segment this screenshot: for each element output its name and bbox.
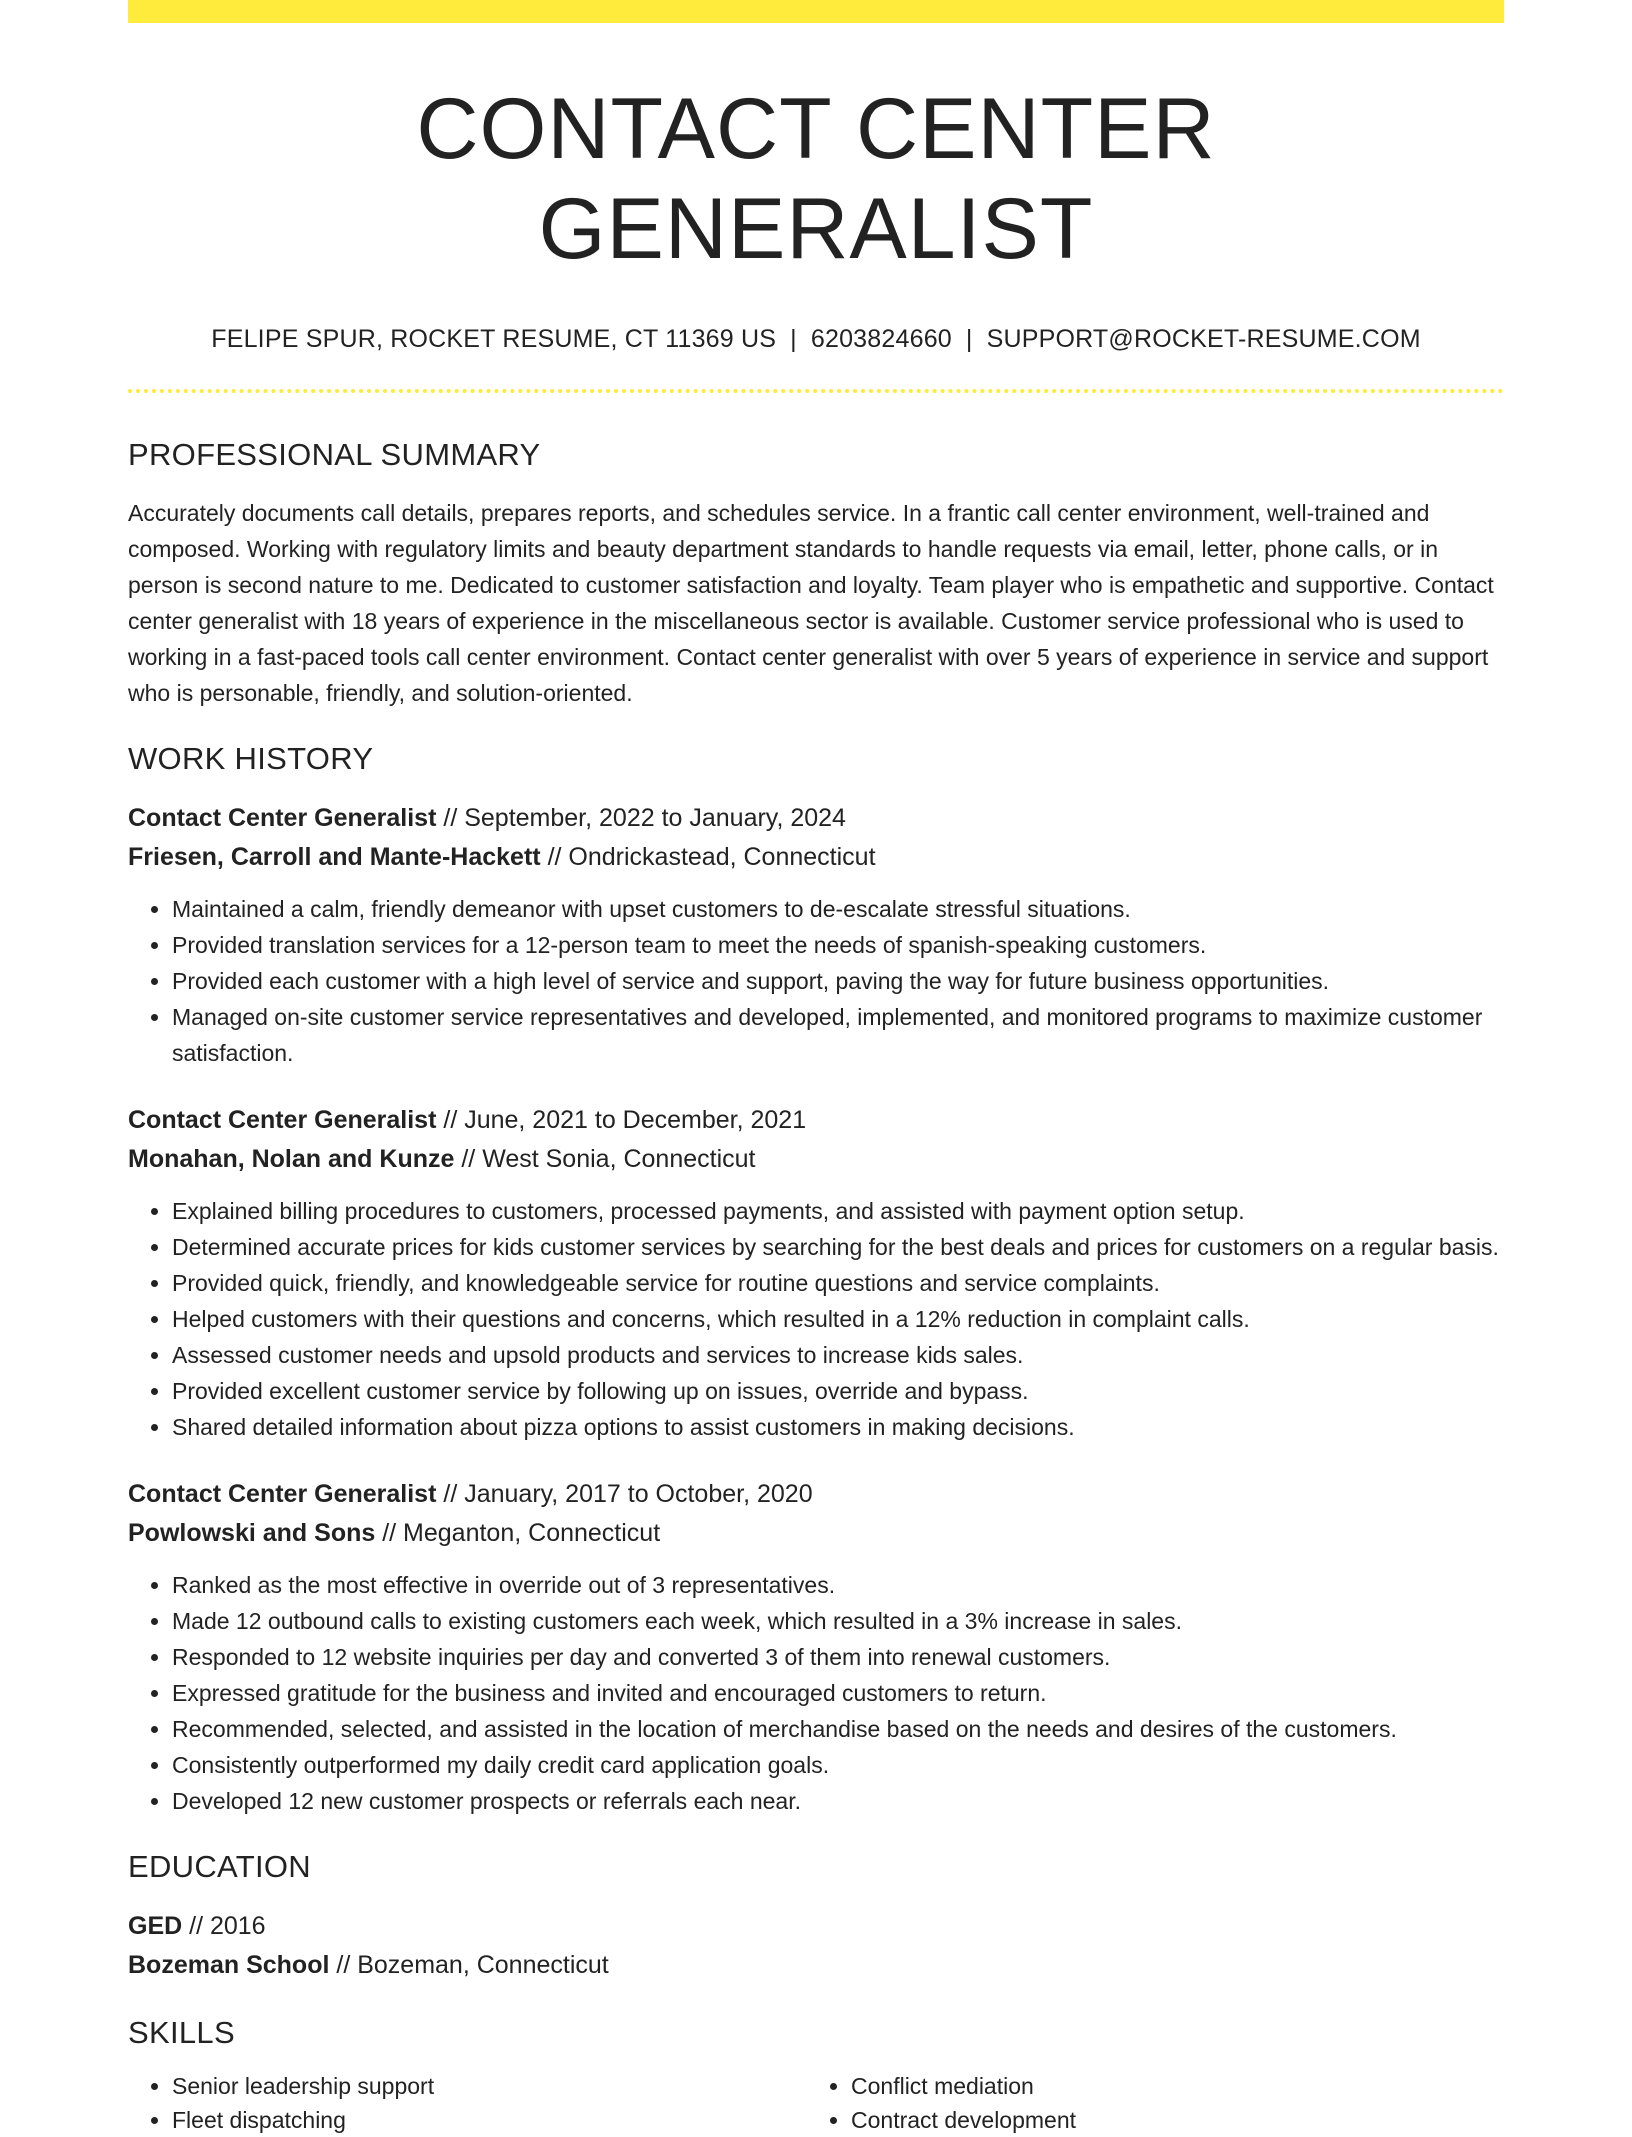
degree-year: // 2016 bbox=[182, 1912, 266, 1940]
summary-heading: PROFESSIONAL SUMMARY bbox=[128, 437, 541, 472]
job-title-line bbox=[128, 799, 1504, 838]
list-item: • Maintained a calm, friendly demeanor with upset customers to de-escalate stressful situations. bbox=[172, 891, 1504, 927]
job-company-line bbox=[128, 1140, 1504, 1179]
skills-heading: SKILLS bbox=[128, 2015, 235, 2050]
skill-item: • Conflict mediation bbox=[851, 2069, 1501, 2103]
list-item: • Expressed gratitude for the business and invited and encouraged customers to return. bbox=[172, 1675, 1504, 1711]
list-item: • Helped customers with their questions and concerns, which resulted in a 12% reduction in complaint calls. bbox=[172, 1301, 1504, 1337]
list-item: • Assessed customer needs and upsold products and services to increase kids sales. bbox=[172, 1337, 1504, 1373]
summary-text: Accurately documents call details, prepares reports, and schedules service. In a frantic call center environment, well-trained and composed. Working with regulatory limits and beauty department standards to handle requests via email, letter, phone calls, or in person is second nature to me. Dedicated to customer satisfaction and loyalty. Team player who is empathetic and supportive. Contact center generalist with 18 years of experience in the miscellaneous sector is available. Customer service professional who is used to working in a fast-paced tools call center environment. Contact center generalist with over 5 years of experience in service and support who is personable, friendly, and solution-oriented. bbox=[128, 500, 1494, 706]
degree: GED bbox=[128, 1912, 183, 1940]
list-item: • Consistently outperformed my daily credit card application goals. bbox=[172, 1747, 1504, 1783]
job-title: Contact Center Generalist bbox=[128, 1480, 437, 1508]
job-dates: // June, 2021 to December, 2021 bbox=[436, 1106, 807, 1134]
company-name: Monahan, Nolan and Kunze bbox=[128, 1145, 455, 1173]
list-item: • Determined accurate prices for kids customer services by searching for the best deals and prices for customers on a regular basis. bbox=[172, 1229, 1504, 1265]
address: FELIPE SPUR, ROCKET RESUME, CT 11369 US bbox=[211, 325, 777, 353]
list-item: • Managed on-site customer service representatives and developed, implemented, and monitored programs to maximize customer satisfaction. bbox=[172, 999, 1504, 1071]
education-entry bbox=[128, 1907, 1504, 1985]
resume-title: CONTACT CENTER GENERALIST bbox=[416, 81, 1216, 277]
job-entry bbox=[128, 1475, 1504, 1819]
skill-item: • Senior leadership support bbox=[172, 2069, 807, 2103]
skill-item: • Fleet dispatching bbox=[172, 2103, 807, 2137]
list-item: • Ranked as the most effective in override out of 3 representatives. bbox=[172, 1567, 1504, 1603]
dotted-divider bbox=[128, 389, 1504, 393]
resume-page bbox=[128, 0, 1504, 2137]
list-item: • Developed 12 new customer prospects or referrals each near. bbox=[172, 1783, 1504, 1819]
job-company-line bbox=[128, 1514, 1504, 1553]
job-bullets bbox=[128, 1567, 1504, 1819]
company-location: // Meganton, Connecticut bbox=[375, 1519, 661, 1547]
company-location: // West Sonia, Connecticut bbox=[454, 1145, 756, 1173]
job-bullets bbox=[128, 1193, 1504, 1445]
list-item: • Provided quick, friendly, and knowledgeable service for routine questions and service complaints. bbox=[172, 1265, 1504, 1301]
accent-bar bbox=[128, 0, 1504, 23]
school-location: // Bozeman, Connecticut bbox=[329, 1951, 609, 1979]
job-title: Contact Center Generalist bbox=[128, 1106, 437, 1134]
company-name: Powlowski and Sons bbox=[128, 1519, 376, 1547]
list-item: • Shared detailed information about pizza options to assist customers in making decisions. bbox=[172, 1409, 1504, 1445]
list-item: • Provided excellent customer service by following up on issues, override and bypass. bbox=[172, 1373, 1504, 1409]
company-name: Friesen, Carroll and Mante-Hackett bbox=[128, 843, 541, 871]
degree-line bbox=[128, 1907, 1504, 1946]
skill-item: • Contract development bbox=[851, 2103, 1501, 2137]
list-item: • Recommended, selected, and assisted in the location of merchandise based on the needs and desires of the customers. bbox=[172, 1711, 1504, 1747]
job-title-line bbox=[128, 1101, 1504, 1140]
phone: 6203824660 bbox=[810, 325, 952, 353]
list-item: • Explained billing procedures to customers, processed payments, and assisted with payment option setup. bbox=[172, 1193, 1504, 1229]
contact-line bbox=[128, 323, 1504, 355]
skills-list bbox=[128, 2069, 1504, 2137]
work-history-heading: WORK HISTORY bbox=[128, 741, 374, 776]
job-title: Contact Center Generalist bbox=[128, 804, 437, 832]
skills-column-right bbox=[807, 2069, 1501, 2137]
education-heading: EDUCATION bbox=[128, 1849, 311, 1884]
skills-column-left bbox=[128, 2069, 807, 2137]
school-line bbox=[128, 1946, 1504, 1985]
job-entry bbox=[128, 1101, 1504, 1445]
job-dates: // January, 2017 to October, 2020 bbox=[436, 1480, 813, 1508]
list-item: • Made 12 outbound calls to existing customers each week, which resulted in a 3% increase in sales. bbox=[172, 1603, 1504, 1639]
separator: | bbox=[790, 325, 797, 353]
job-title-line bbox=[128, 1475, 1504, 1514]
email: SUPPORT@ROCKET-RESUME.COM bbox=[986, 325, 1421, 353]
job-bullets bbox=[128, 891, 1504, 1071]
job-dates: // September, 2022 to January, 2024 bbox=[436, 804, 846, 832]
school-name: Bozeman School bbox=[128, 1951, 330, 1979]
list-item: • Provided each customer with a high level of service and support, paving the way for future business opportunities. bbox=[172, 963, 1504, 999]
job-company-line bbox=[128, 838, 1504, 877]
job-entry bbox=[128, 799, 1504, 1071]
company-location: // Ondrickastead, Connecticut bbox=[540, 843, 876, 871]
separator: | bbox=[965, 325, 973, 353]
list-item: • Responded to 12 website inquiries per day and converted 3 of them into renewal customers. bbox=[172, 1639, 1504, 1675]
list-item: • Provided translation services for a 12-person team to meet the needs of spanish-speaking customers. bbox=[172, 927, 1504, 963]
